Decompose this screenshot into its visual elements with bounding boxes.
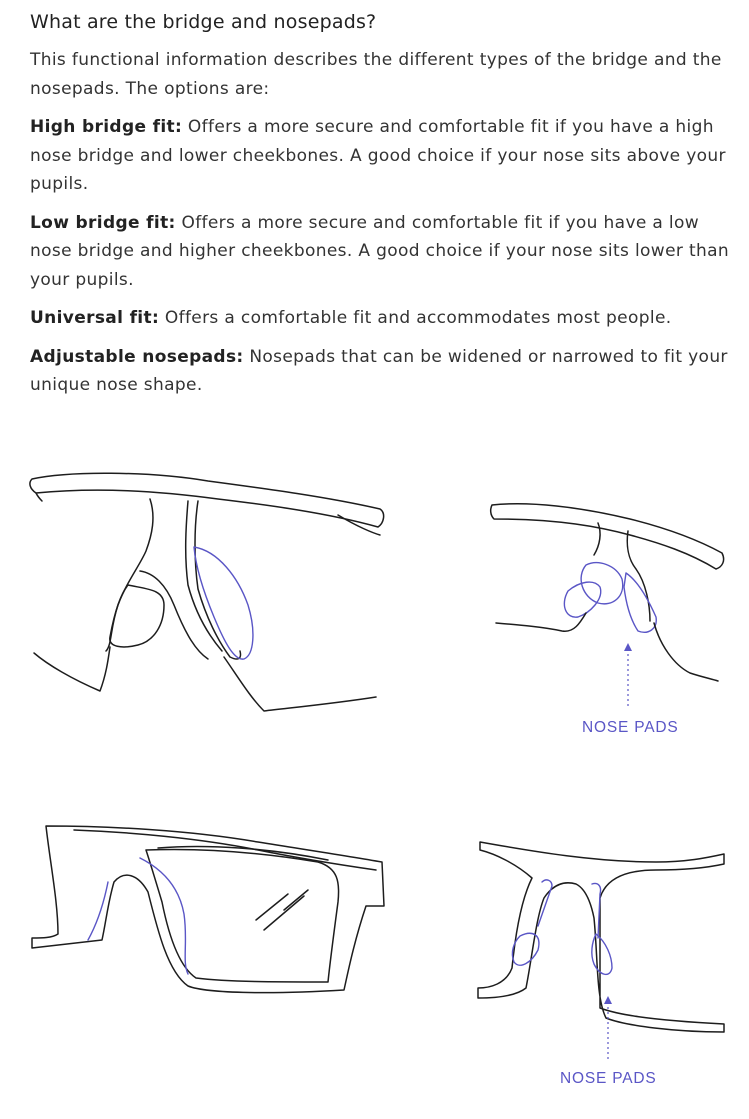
nose-pads-label: NOSE PADS (582, 719, 679, 736)
option-desc: Nosepads that can be widened or narrowed to fit your unique nose shape. (30, 346, 728, 395)
option-term: Adjustable nosepads: (30, 346, 244, 367)
option-term: Low bridge fit: (30, 212, 176, 233)
option-desc: Offers a more secure and comfortable fit if you have a high nose bridge and lower cheekbones. A good choice if your nose sits above your pupils. (30, 117, 726, 194)
option-desc: Offers a comfortable fit and accommodates most people. (159, 308, 672, 328)
option-adjustable-nosepads (30, 343, 730, 400)
option-term: Universal fit: (30, 308, 160, 328)
high-bridge-illustration (28, 465, 388, 725)
intro-paragraph: This functional information describes the different types of the bridge and the nosepads. The options are: (30, 50, 722, 99)
section-heading: What are the bridge and nosepads? (30, 11, 377, 33)
option-high-bridge (30, 113, 730, 199)
option-desc: Offers a more secure and comfortable fit if you have a low nose bridge and higher cheekbones. A good choice if your nose sits lower than your pupils. (30, 212, 729, 290)
universal-fit-illustration (28, 822, 388, 1002)
nose-pads-label: NOSE PADS (560, 1070, 657, 1087)
option-universal (30, 304, 730, 333)
option-low-bridge (30, 209, 730, 295)
low-bridge-illustration (490, 495, 726, 736)
adjustable-nosepads-illustration (476, 838, 728, 1087)
option-term: High bridge fit: (30, 117, 183, 137)
article-content (30, 0, 730, 400)
